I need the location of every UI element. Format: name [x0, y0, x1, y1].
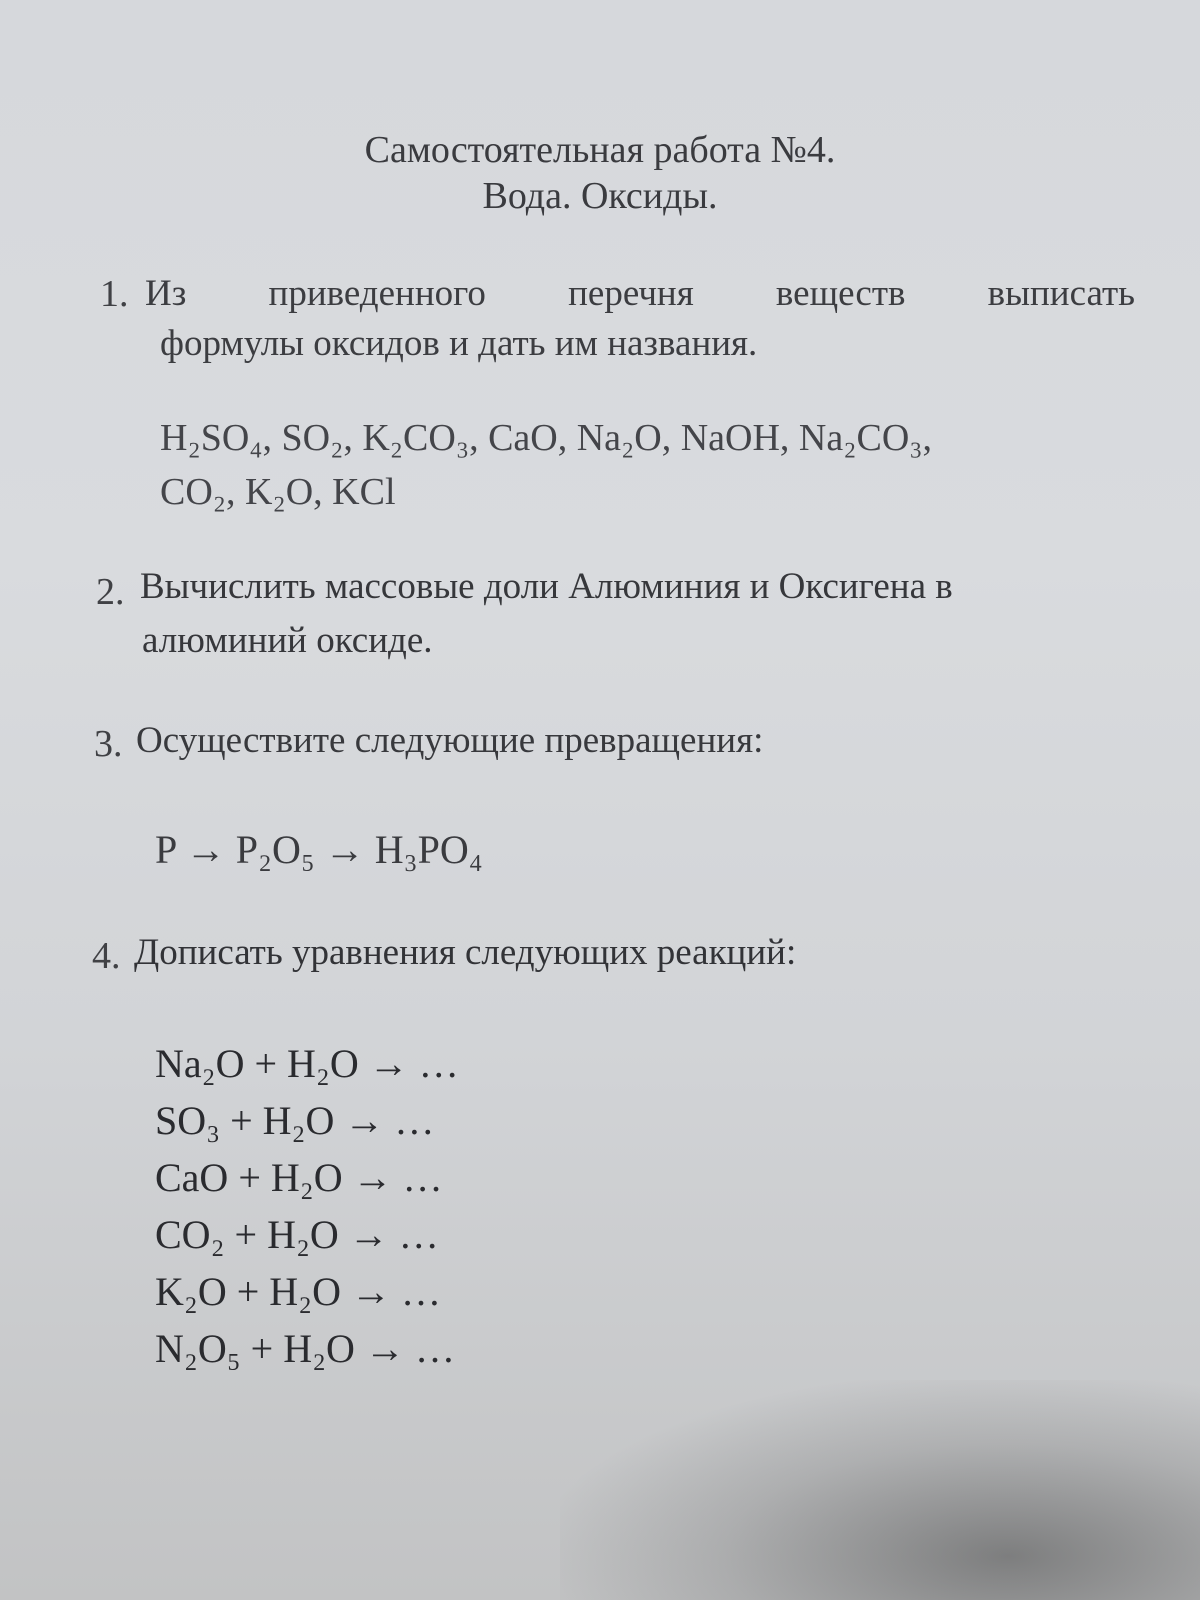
task-3-number: 3.: [94, 723, 123, 765]
reaction-line: N₂O₅ + H₂O → …: [155, 1326, 455, 1371]
reaction-line: Na₂O + H₂O → …: [155, 1041, 459, 1086]
task-1-word: выписать: [987, 273, 1135, 314]
task-3-chain: P → P₂O₅ → H₃PO₄: [155, 827, 483, 872]
worksheet-title: Самостоятельная работа №4.: [364, 129, 836, 171]
reaction-line: K₂O + H₂O → …: [155, 1269, 441, 1314]
task-1-line-2: формулы оксидов и дать им названия.: [160, 323, 758, 364]
task-1-formulas-line-1: H₂SO₄, SO₂, K₂CO₃, CaO, Na₂O, NaOH, Na₂CO₃,: [160, 417, 933, 459]
task-1-line-1: [145, 272, 1135, 315]
reaction-line: SO₃ + H₂O → …: [155, 1098, 435, 1143]
task-1-word: веществ: [775, 273, 906, 314]
worksheet-subtitle: Вода. Оксиды.: [482, 175, 718, 217]
task-3-text: Осуществите следующие превращения:: [136, 720, 764, 761]
task-1-number: 1.: [100, 273, 129, 315]
task-4-number: 4.: [92, 935, 121, 977]
reaction-line: CaO + H₂O → …: [155, 1155, 443, 1200]
task-2-line-2: алюминий оксиде.: [142, 620, 433, 661]
task-1-formulas-line-2: CO₂, K₂O, KCl: [160, 471, 396, 513]
reaction-line: CO₂ + H₂O → …: [155, 1212, 439, 1257]
task-1-word: Из: [145, 273, 187, 314]
task-2-line-1: Вычислить массовые доли Алюминия и Оксигена в: [140, 566, 953, 607]
task-1-word: приведенного: [268, 273, 486, 314]
task-1-word: перечня: [568, 273, 694, 314]
task-4-text: Дописать уравнения следующих реакций:: [134, 932, 797, 973]
task-2-number: 2.: [96, 571, 125, 613]
